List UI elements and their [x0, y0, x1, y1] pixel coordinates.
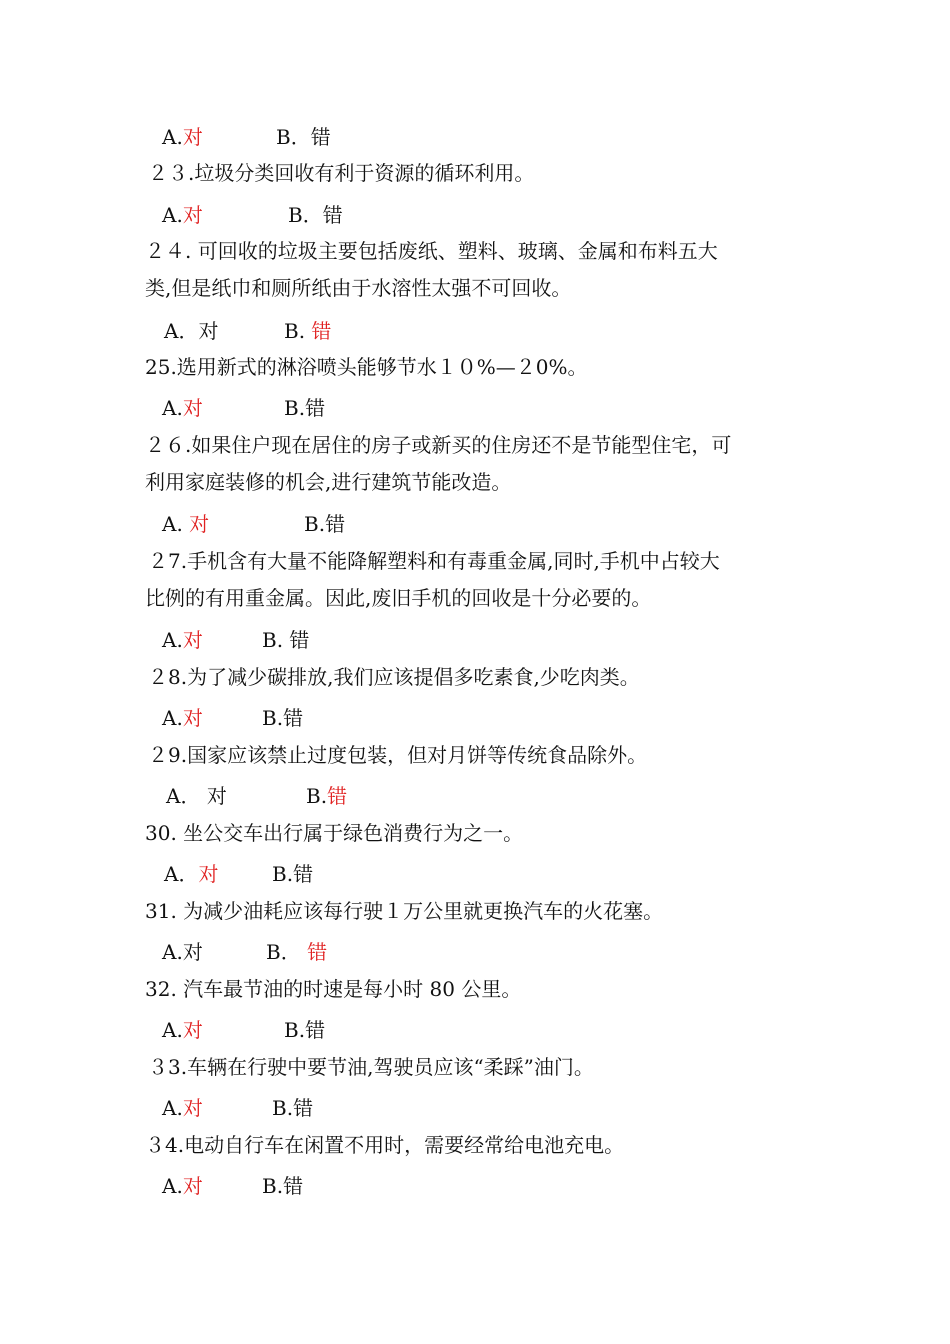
option-a — [164, 317, 218, 345]
option-b-word: 错 — [310, 125, 331, 149]
option-a-word: 对 — [182, 125, 203, 149]
option-b-prefix: B. — [306, 784, 328, 808]
option-a-word: 对 — [206, 784, 227, 808]
option-b — [284, 317, 331, 345]
option-b-word: 错 — [305, 396, 326, 420]
option-a-prefix: A. — [162, 706, 183, 730]
question-27-line-1: ２7.手机含有大量不能降解塑料和有毒重金属,同时,手机中占较大 — [148, 549, 720, 573]
option-a-word: 对 — [182, 1018, 203, 1042]
option-a — [166, 782, 227, 810]
option-b-prefix: B． — [288, 203, 323, 227]
option-a-prefix: A． — [164, 862, 199, 886]
option-b — [276, 123, 331, 151]
option-b-word: 错 — [325, 512, 346, 536]
option-b — [288, 201, 343, 229]
question-29: ２9.国家应该禁止过度包装，但对月饼等传统食品除外。 — [148, 743, 648, 767]
question-33: ３3.车辆在行驶中要节油,驾驶员应该“柔踩”油门。 — [148, 1055, 594, 1079]
option-b-word: 错 — [305, 1018, 326, 1042]
option-a-word: 对 — [182, 706, 203, 730]
option-b-prefix: B． — [266, 940, 308, 964]
option-a — [162, 1016, 203, 1044]
option-b-word: 错 — [307, 940, 328, 964]
option-a-word: 对 — [182, 396, 203, 420]
option-a-prefix: A. — [162, 940, 183, 964]
option-a-word: 对 — [198, 862, 219, 886]
option-a-word: 对 — [182, 1174, 203, 1198]
option-a — [162, 510, 209, 538]
option-b-word: 错 — [293, 862, 314, 886]
option-a — [162, 938, 203, 966]
option-a — [162, 1094, 203, 1122]
option-b-prefix: B. — [262, 1174, 284, 1198]
option-a-prefix: A. — [162, 203, 183, 227]
question-30: 30. 坐公交车出行属于绿色消费行为之一。 — [145, 821, 524, 845]
option-b — [262, 704, 303, 732]
option-a — [162, 201, 203, 229]
option-a-word: 对 — [182, 628, 203, 652]
option-a-prefix: A． — [164, 319, 199, 343]
option-a-word: 对 — [198, 319, 219, 343]
question-34: ３4.电动自行车在闲置不用时，需要经常给电池充电。 — [145, 1133, 625, 1157]
option-a — [162, 123, 203, 151]
option-b-word: 错 — [283, 706, 304, 730]
option-a — [162, 626, 203, 654]
option-b — [272, 1094, 313, 1122]
option-b-prefix: B． — [276, 125, 311, 149]
question-27-line-2: 比例的有用重金属。因此,废旧手机的回收是十分必要的。 — [145, 586, 652, 610]
option-a-word: 对 — [182, 203, 203, 227]
question-31: 31. 为减少油耗应该每行驶１万公里就更换汽车的火花塞。 — [145, 899, 664, 923]
option-a-prefix: A. — [162, 125, 183, 149]
option-b-word: 错 — [322, 203, 343, 227]
option-a-prefix: A. — [162, 396, 183, 420]
option-b-word: 错 — [311, 319, 332, 343]
option-b-word: 错 — [283, 1174, 304, 1198]
option-b-word: 错 — [289, 628, 310, 652]
option-b — [266, 938, 327, 966]
question-28: ２8.为了减少碳排放,我们应该提倡多吃素食,少吃肉类。 — [148, 665, 640, 689]
question-23: ２３.垃圾分类回收有利于资源的循环利用。 — [148, 161, 535, 185]
option-b-prefix: B. — [284, 1018, 306, 1042]
option-b — [306, 782, 347, 810]
option-a — [162, 394, 203, 422]
question-24-line-1: ２４. 可回收的垃圾主要包括废纸、塑料、玻璃、金属和布料五大 — [145, 239, 718, 263]
option-b-prefix: B. — [304, 512, 326, 536]
option-b — [304, 510, 345, 538]
option-b-prefix: B. — [262, 628, 290, 652]
option-b — [272, 860, 313, 888]
question-25: 25.选用新式的淋浴喷头能够节水１０%—２0%。 — [145, 355, 588, 379]
option-b — [262, 626, 309, 654]
question-32: 32. 汽车最节油的时速是每小时 80 公里。 — [145, 977, 522, 1001]
option-a-word: 对 — [182, 940, 203, 964]
option-a-word: 对 — [182, 1096, 203, 1120]
question-26-line-2: 利用家庭装修的机会,进行建筑节能改造。 — [145, 470, 512, 494]
option-b-prefix: B. — [272, 862, 294, 886]
question-24-line-2: 类,但是纸巾和厕所纸由于水溶性太强不可回收。 — [145, 276, 572, 300]
option-a-prefix: A． — [166, 784, 207, 808]
question-26-line-1: ２６.如果住户现在居住的房子或新买的住房还不是节能型住宅，可 — [145, 433, 732, 457]
option-b-prefix: B. — [272, 1096, 294, 1120]
option-a-word: 对 — [189, 512, 210, 536]
option-a — [162, 704, 203, 732]
option-a-prefix: A. — [162, 628, 183, 652]
option-b — [262, 1172, 303, 1200]
option-a-prefix: A. — [162, 1018, 183, 1042]
option-b-prefix: B. — [284, 319, 312, 343]
option-b-word: 错 — [293, 1096, 314, 1120]
option-a — [162, 1172, 203, 1200]
option-a-prefix: A. — [162, 1096, 183, 1120]
option-a — [164, 860, 218, 888]
option-b — [284, 1016, 325, 1044]
option-a-prefix: A. — [162, 512, 190, 536]
option-b-prefix: B. — [262, 706, 284, 730]
option-b — [284, 394, 325, 422]
option-b-word: 错 — [327, 784, 348, 808]
option-a-prefix: A. — [162, 1174, 183, 1198]
option-b-prefix: B. — [284, 396, 306, 420]
